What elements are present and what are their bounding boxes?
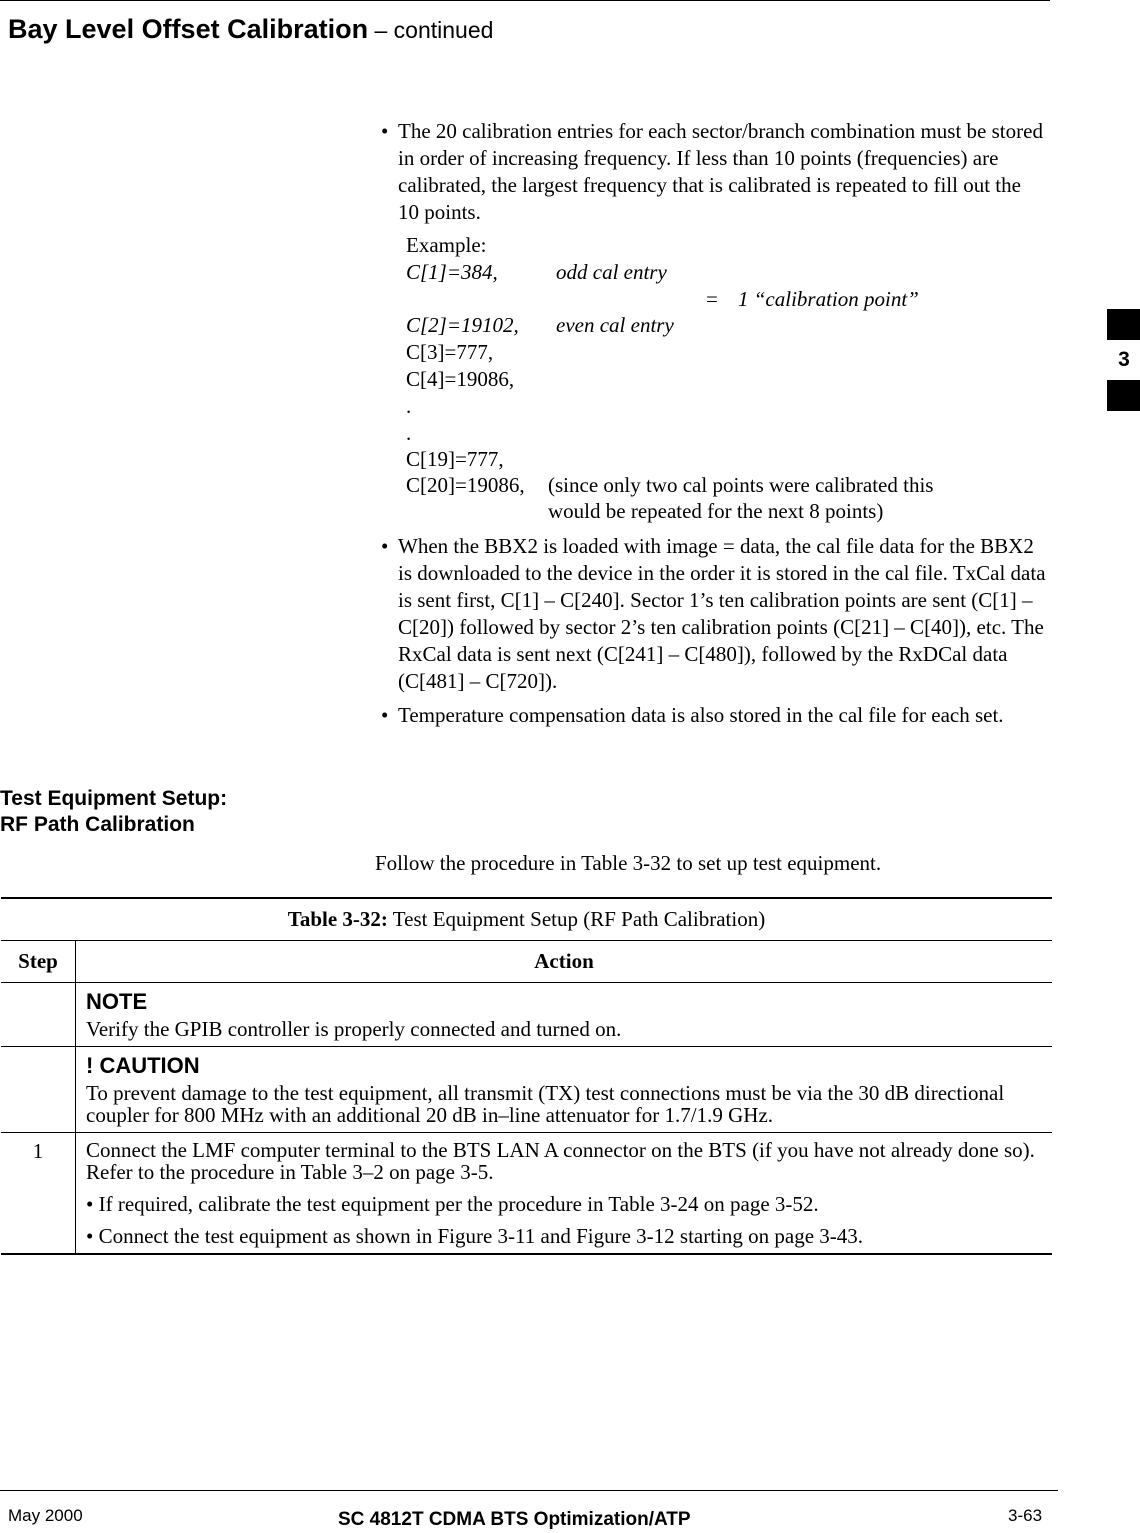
- procedure-table: [1, 897, 1052, 1255]
- note-cell: [76, 983, 1053, 1047]
- action-bullet-text: If required, calibrate the test equipment per the procedure in Table 3-24 on page 3-52.: [98, 1192, 819, 1216]
- header-continued: – continued: [368, 17, 494, 43]
- chapter-tab-block-bottom: [1107, 380, 1140, 411]
- section-heading-line2: RF Path Calibration: [0, 813, 195, 836]
- bullet-dot: •: [381, 119, 389, 143]
- note-heading: NOTE: [86, 989, 148, 1014]
- chapter-tab: [1107, 309, 1140, 411]
- footer-date: May 2000: [8, 1506, 83, 1525]
- action-bullet-text: Connect the test equipment as shown in Figure 3-11 and Figure 3-12 starting on page 3-43.: [98, 1224, 864, 1248]
- footer-document-title: SC 4812T CDMA BTS Optimization/ATP: [338, 1509, 691, 1530]
- action-bullet: [86, 1225, 1042, 1247]
- example-c3: C[3]=777,: [406, 340, 494, 364]
- step-cell-empty: [1, 1047, 76, 1133]
- table-row-caution: [1, 1047, 1052, 1133]
- example-c2: C[2]=19102,: [406, 313, 519, 337]
- example-c20-note-line2: would be repeated for the next 8 points): [548, 499, 884, 523]
- step-cell-empty: [1, 983, 76, 1047]
- table-header-row: [1, 941, 1052, 983]
- caution-cell: [76, 1047, 1053, 1133]
- example-ellipsis-1: .: [406, 394, 412, 418]
- bullet-dot: •: [86, 1192, 94, 1216]
- bullet-text: The 20 calibration entries for each sector/branch combination must be stored in order of increasing frequency. If less than 10 points (frequencies) are calibrated, the largest frequency that is calibrated is repeated to fill out the 10 points.: [398, 119, 1043, 224]
- bullet-text: Temperature compensation data is also stored in the cal file for each set.: [398, 703, 1004, 727]
- bullet-calibration-order: [381, 118, 1046, 226]
- example-cal-point: 1 “calibration point”: [738, 287, 919, 311]
- table-row-note: [1, 983, 1052, 1047]
- example-c2-note: even cal entry: [556, 313, 674, 337]
- note-text: Verify the GPIB controller is properly connected and turned on.: [86, 1017, 622, 1041]
- example-c19: C[19]=777,: [406, 447, 504, 471]
- example-label: Example:: [406, 233, 487, 257]
- example-equals: =: [706, 287, 718, 311]
- example-c20-note-line1: (since only two cal points were calibrated this: [548, 473, 934, 497]
- action-bullet: [86, 1193, 1042, 1215]
- caution-text: To prevent damage to the test equipment, all transmit (TX) test connections must be via the 30 dB directional coupler for 800 MHz with an additional 20 dB in–line attenuator for 1.7/1.9 GHz.: [86, 1081, 1005, 1127]
- bullet-dot: •: [381, 703, 389, 727]
- example-c20: C[20]=19086,: [406, 473, 525, 497]
- table-caption: [1, 898, 1052, 941]
- column-header-step: Step: [1, 941, 76, 983]
- table-caption-number: Table 3-32:: [287, 907, 388, 931]
- intro-paragraph: Follow the procedure in Table 3-32 to set up test equipment.: [375, 851, 882, 875]
- section-heading-line1: Test Equipment Setup:: [0, 787, 228, 810]
- bullet-dot: •: [381, 534, 389, 558]
- section-heading: [0, 786, 227, 838]
- action-text: Connect the LMF computer terminal to the BTS LAN A connector on the BTS (if you have not already done so). Refer to the procedure in Table 3–2 on page 3-5.: [86, 1138, 1035, 1184]
- bullet-text: When the BBX2 is loaded with image = data, the cal file data for the BBX2 is downloaded to the device in the order it is stored in the cal file. TxCal data is sent first, C[1] – C[240]. Sector 1’s ten calibration points are sent (C[1] – C[20]) followed by sector 2’s ten calibration points (C[21] – C[40]), etc. The RxCal data is sent next (C[241] – C[480]), followed by the RxDCal data (C[481] – C[720]).: [398, 534, 1046, 693]
- example-ellipsis-2: .: [406, 421, 412, 445]
- footer-rule: [0, 1490, 1058, 1491]
- header-rule: [0, 0, 1050, 1]
- column-header-action: Action: [76, 941, 1053, 983]
- step-number: 1: [1, 1133, 76, 1255]
- caution-heading: ! CAUTION: [86, 1053, 200, 1078]
- chapter-tab-number: 3: [1118, 348, 1130, 371]
- example-c1-note: odd cal entry: [556, 260, 667, 284]
- table-caption-title: Test Equipment Setup (RF Path Calibration): [387, 907, 766, 931]
- footer-page-number: 3-63: [1008, 1506, 1043, 1525]
- table-row: [1, 1133, 1052, 1255]
- action-cell: [76, 1133, 1053, 1255]
- bullet-temperature: [381, 702, 1046, 729]
- page-header: [8, 14, 493, 45]
- example-c1: C[1]=384,: [406, 260, 498, 284]
- chapter-tab-block-top: [1107, 309, 1140, 340]
- bullet-bbx2-download: [381, 533, 1046, 695]
- table-caption-row: [1, 898, 1052, 941]
- header-title: Bay Level Offset Calibration: [8, 14, 369, 44]
- bullet-dot: •: [86, 1224, 94, 1248]
- example-c4: C[4]=19086,: [406, 367, 515, 391]
